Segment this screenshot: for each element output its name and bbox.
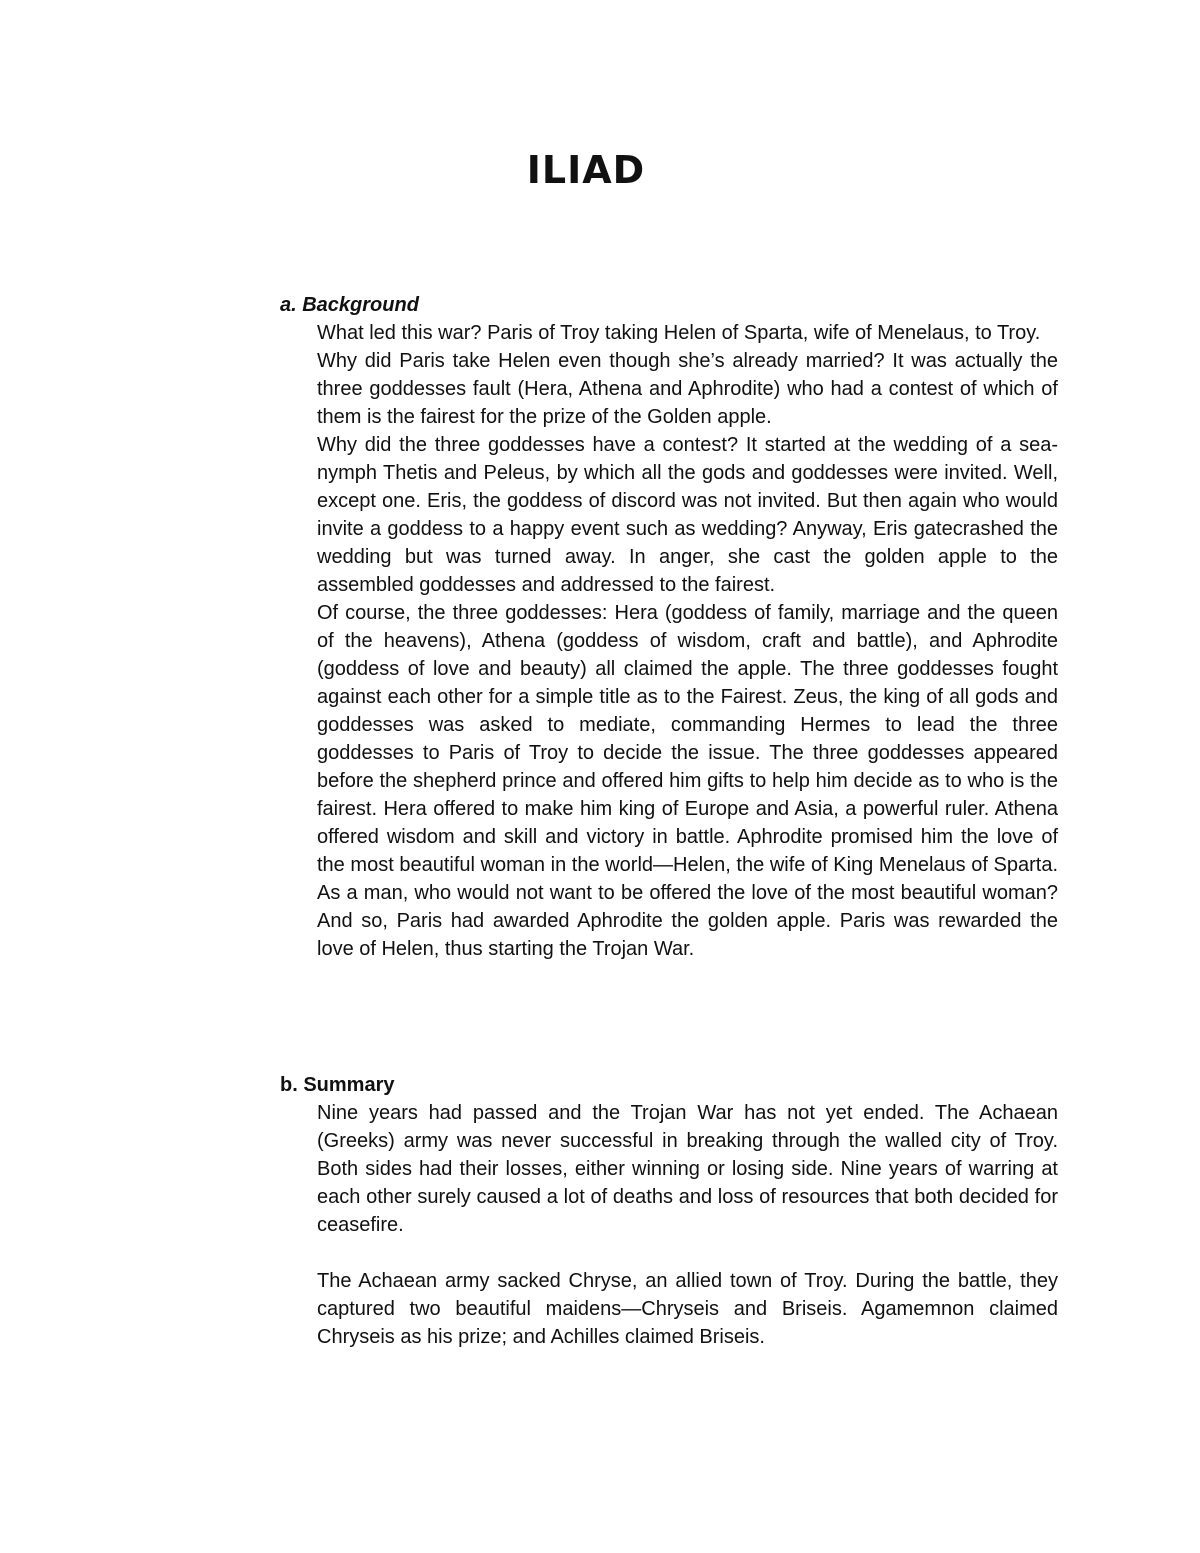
paragraph: Why did Paris take Helen even though she’s already married? It was actually the three goddesses fault (Hera, Athena and Aphrodite) who had a contest of which of them is the fairest for the prize of the Golden apple. — [317, 350, 1058, 428]
paragraph: Why did the three goddesses have a contest? It started at the wedding of a sea-nymph Thetis and Peleus, by which all the gods and goddesses were invited. Well, except one. Eris, the goddess of discord was not invited. But then again who would invite a goddess to a happy event such as wedding? Anyway, Eris gatecrashed the wedding but was turned away. In anger, she cast the golden apple to the assembled goddesses and addressed to the fairest. — [317, 434, 1058, 596]
section-body-background — [317, 319, 1058, 963]
section-background — [280, 291, 1060, 963]
section-body-summary — [317, 1099, 1058, 1351]
section-heading-background: a. Background — [280, 294, 419, 316]
paragraph: What led this war? Paris of Troy taking Helen of Sparta, wife of Menelaus, to Troy. — [317, 322, 1041, 344]
section-heading-summary: b. Summary — [280, 1074, 395, 1096]
paragraph: Nine years had passed and the Trojan War has not yet ended. The Achaean (Greeks) army was never successful in breaking through the walled city of Troy. Both sides had their losses, either winning or losing side. Nine years of warring at each other surely caused a lot of deaths and loss of resources that both decided for ceasefire. — [317, 1102, 1058, 1236]
paragraph: The Achaean army sacked Chryse, an allied town of Troy. During the battle, they captured two beautiful maidens—Chryseis and Briseis. Agamemnon claimed Chryseis as his prize; and Achilles claimed Briseis. — [317, 1270, 1058, 1348]
document-title: ILIAD — [526, 148, 646, 192]
section-summary — [280, 1071, 1060, 1351]
paragraph: Of course, the three goddesses: Hera (goddess of family, marriage and the queen of the heavens), Athena (goddess of wisdom, craft and battle), and Aphrodite (goddess of love and beauty) all claimed the apple. The three goddesses fought against each other for a simple title as to the Fairest. Zeus, the king of all gods and goddesses was asked to mediate, commanding Hermes to lead the three goddesses to Paris of Troy to decide the issue. The three goddesses appeared before the shepherd prince and offered him gifts to help him decide as to who is the fairest. Hera offered to make him king of Europe and Asia, a powerful ruler. Athena offered wisdom and skill and victory in battle. Aphrodite promised him the love of the most beautiful woman in the world—Helen, the wife of King Menelaus of Sparta. As a man, who would not want to be offered the love of the most beautiful woman? And so, Paris had awarded Aphrodite the golden apple. Paris was rewarded the love of Helen, thus starting the Trojan War. — [317, 602, 1058, 960]
